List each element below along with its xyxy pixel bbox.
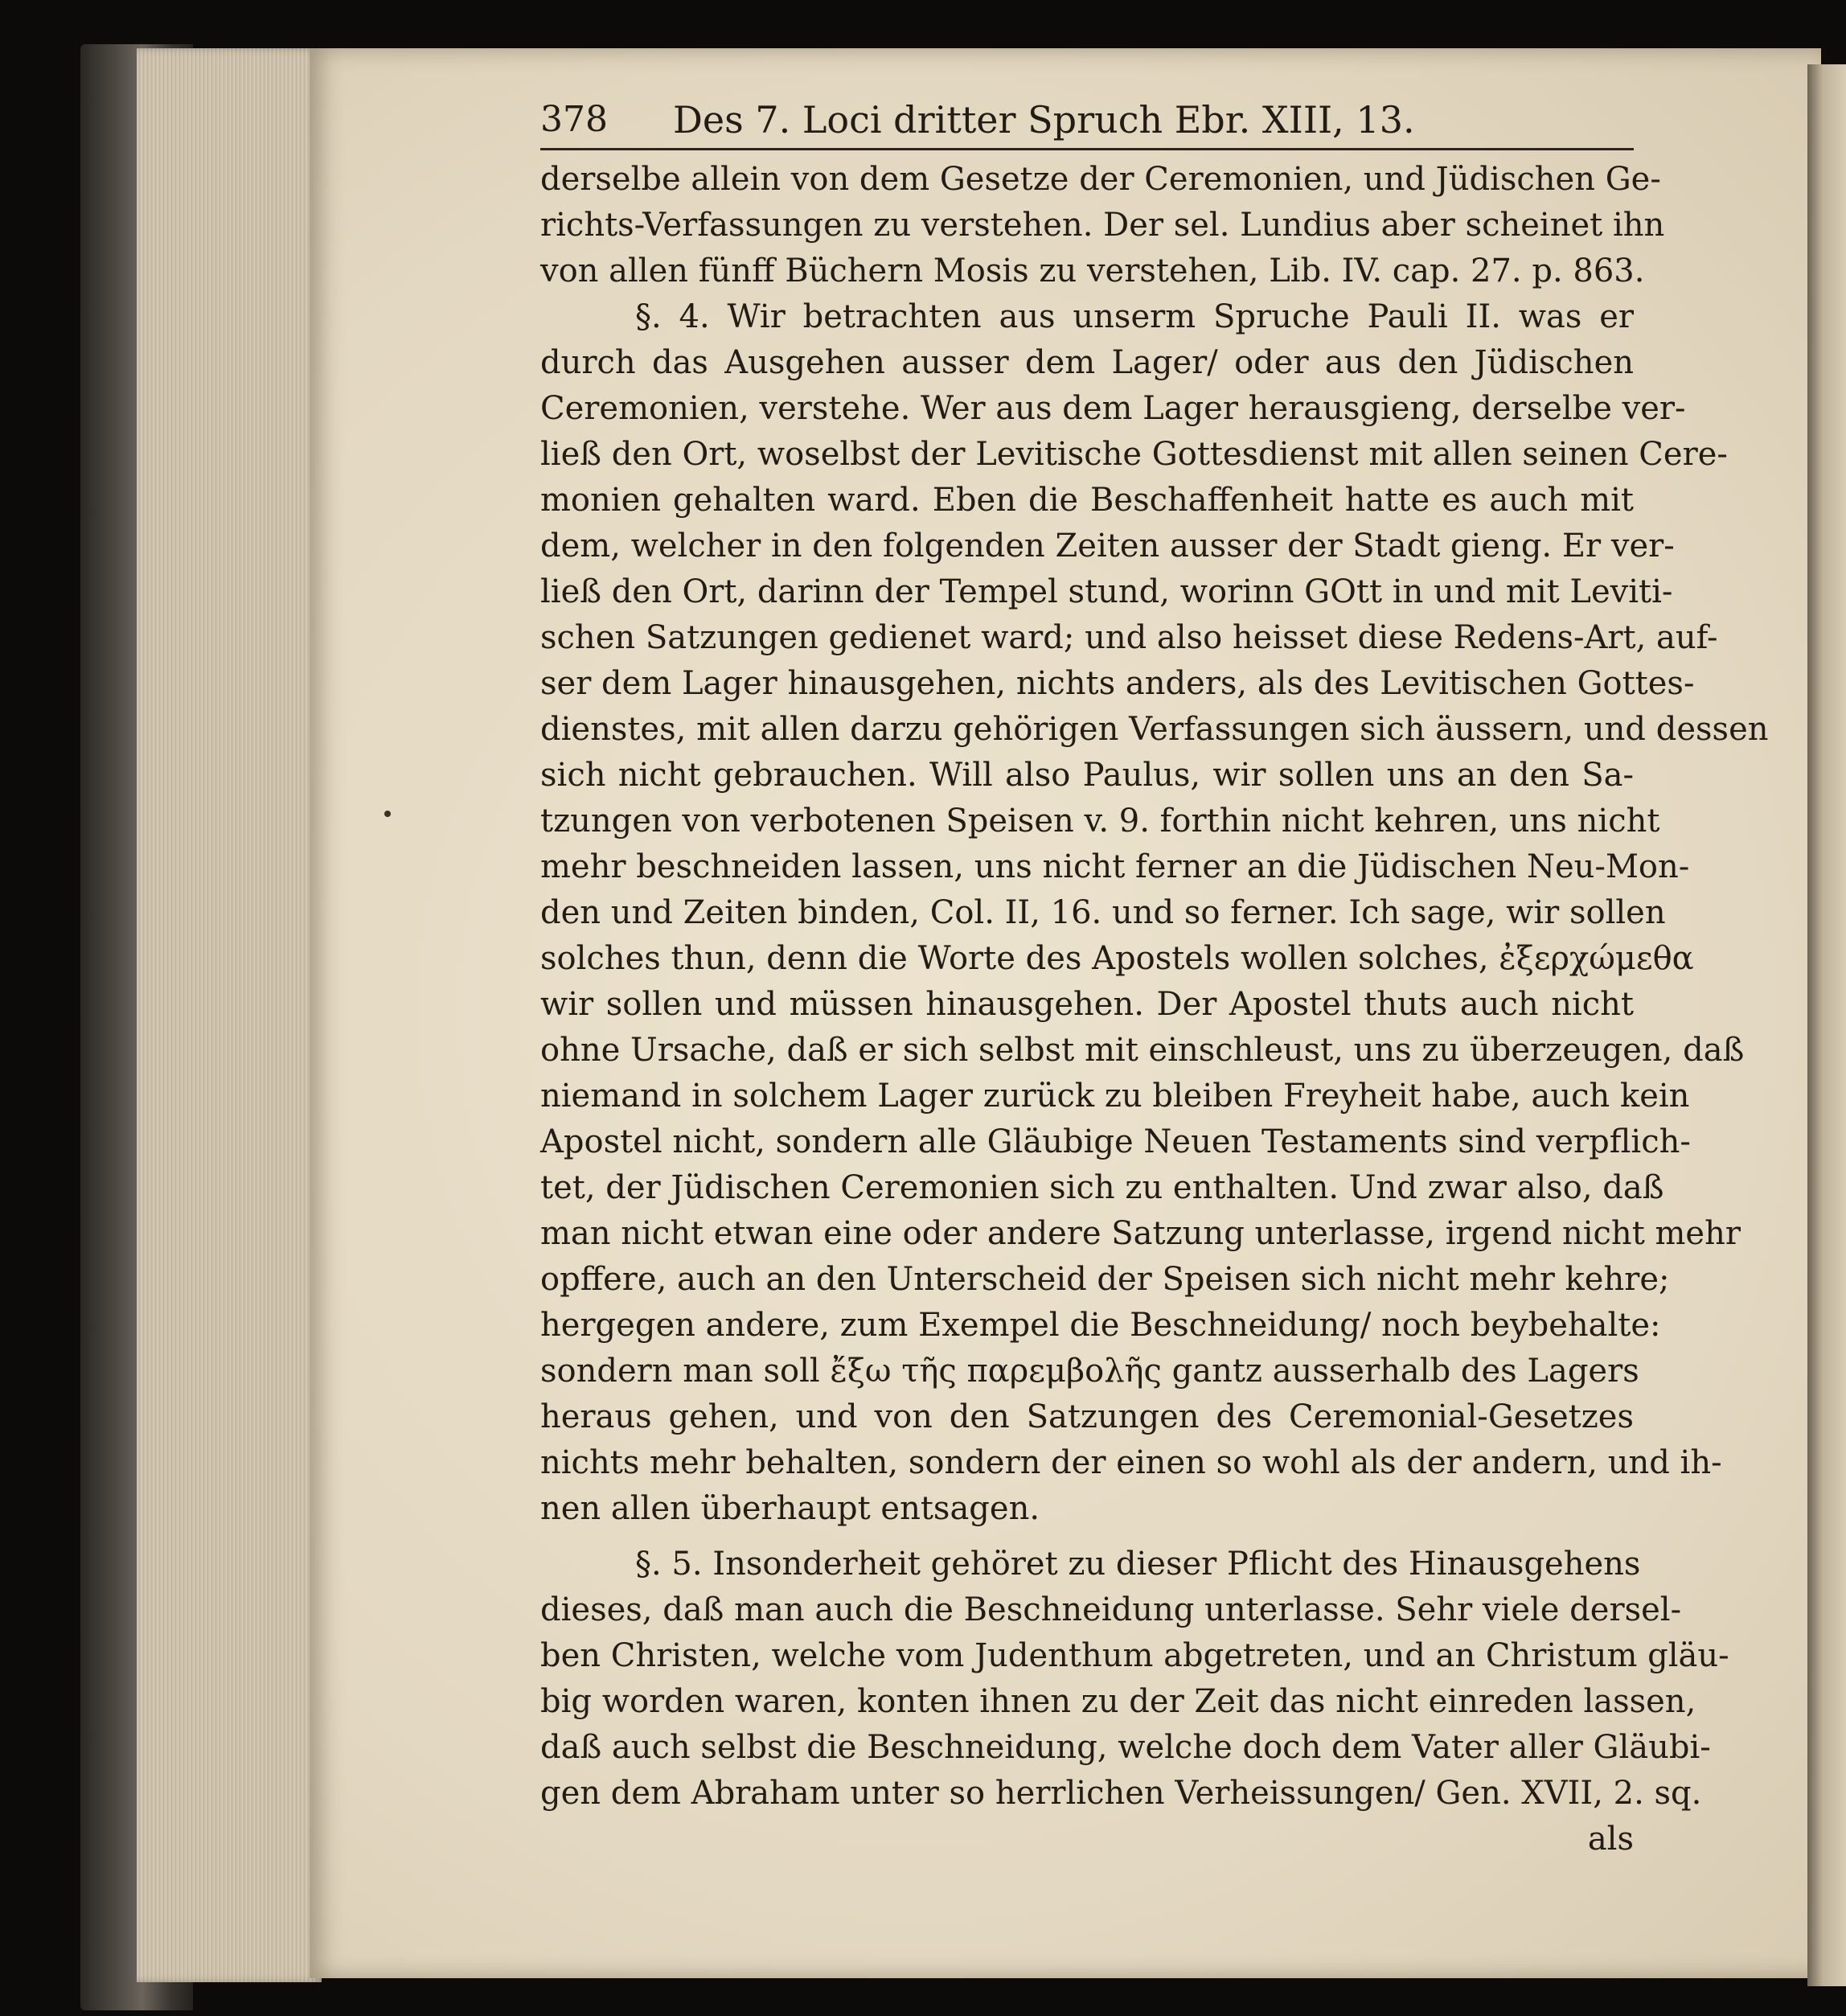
text-line: man nicht etwan eine oder andere Satzung unterlasse, irgend nicht mehr <box>540 1215 1741 1252</box>
text-line: sondern man soll ἔξω τῆς παρεμβολῆς gantz ausserhalb des Lagers <box>540 1353 1639 1390</box>
text-line: §. 5. Insonderheit gehöret zu dieser Pflicht des Hinausgehens <box>635 1546 1641 1583</box>
text-line: ohne Ursache, daß er sich selbst mit einschleust, uns zu überzeugen, daß <box>540 1032 1745 1069</box>
page-edges <box>137 48 322 1982</box>
text-line: niemand in solchem Lager zurück zu bleiben Freyheit habe, auch kein <box>540 1078 1690 1115</box>
text-line: sich nicht gebrauchen. Will also Paulus, wir sollen uns an den Sa- <box>540 757 1634 794</box>
text-line: schen Satzungen gedienet ward; und also heisset diese Redens-Art, auf- <box>540 619 1718 656</box>
text-line: ließ den Ort, darinn der Tempel stund, worinn GOtt in und mit Leviti- <box>540 573 1673 610</box>
text-line: Apostel nicht, sondern alle Gläubige Neuen Testaments sind verpflich- <box>540 1123 1691 1160</box>
text-line: nen allen überhaupt entsagen. <box>540 1490 1040 1527</box>
text-line: ser dem Lager hinausgehen, nichts anders, als des Levitischen Gottes- <box>540 665 1695 702</box>
text-line: derselbe allein von dem Gesetze der Ceremonien, und Jüdischen Ge- <box>540 161 1661 198</box>
text-line: ben Christen, welche vom Judenthum abgetreten, und an Christum gläu- <box>540 1637 1729 1674</box>
catchword: als <box>1587 1821 1634 1858</box>
text-line: mehr beschneiden lassen, uns nicht ferner an die Jüdischen Neu-Mon- <box>540 848 1690 885</box>
text-line: §. 4. Wir betrachten aus unserm Spruche Pauli II. was er <box>635 298 1634 335</box>
text-line: ließ den Ort, woselbst der Levitische Gottesdienst mit allen seinen Cere- <box>540 436 1728 473</box>
page-header <box>540 96 1634 143</box>
text-line: heraus gehen, und von den Satzungen des Ceremonial-Gesetzes <box>540 1398 1634 1435</box>
text-line: wir sollen und müssen hinausgehen. Der Apostel thuts auch nicht <box>540 986 1634 1023</box>
page-text-block <box>540 96 1769 1862</box>
text-line: solches thun, denn die Worte des Apostels wollen solches, ἐξερχώμεθα <box>540 940 1694 977</box>
text-line: richts-Verfassungen zu verstehen. Der sel. Lundius aber scheinet ihn <box>540 207 1665 244</box>
text-line: monien gehalten ward. Eben die Beschaffenheit hatte es auch mit <box>540 482 1634 519</box>
page-number: 378 <box>540 99 608 140</box>
text-line: durch das Ausgehen ausser dem Lager/ oder aus den Jüdischen <box>540 344 1634 381</box>
running-head: Des 7. Loci dritter Spruch Ebr. XIII, 13. <box>673 98 1415 142</box>
text-line: den und Zeiten binden, Col. II, 16. und so ferner. Ich sage, wir sollen <box>540 894 1666 931</box>
text-line: dem, welcher in den folgenden Zeiten ausser der Stadt gieng. Er ver- <box>540 528 1675 565</box>
text-line: tet, der Jüdischen Ceremonien sich zu enthalten. Und zwar also, daß <box>540 1169 1664 1206</box>
facing-page-edge <box>1807 64 1846 1986</box>
text-line: gen dem Abraham unter so herrlichen Verheissungen/ Gen. XVII, 2. sq. <box>540 1775 1702 1812</box>
text-line: von allen fünff Büchern Mosis zu verstehen, Lib. IV. cap. 27. p. 863. <box>540 253 1645 289</box>
text-line: nichts mehr behalten, sondern der einen so wohl als der andern, und ih- <box>540 1444 1722 1481</box>
text-line: tzungen von verbotenen Speisen v. 9. forthin nicht kehren, uns nicht <box>540 803 1660 840</box>
text-line: big worden waren, konten ihnen zu der Zeit das nicht einreden lassen, <box>540 1683 1696 1720</box>
text-line: dienstes, mit allen darzu gehörigen Verfassungen sich äussern, und dessen <box>540 711 1769 748</box>
text-line: daß auch selbst die Beschneidung, welche doch dem Vater aller Gläubi- <box>540 1729 1711 1766</box>
text-line: Ceremonien, verstehe. Wer aus dem Lager herausgieng, derselbe ver- <box>540 390 1686 427</box>
header-rule <box>540 148 1634 150</box>
text-line: opffere, auch an den Unterscheid der Speisen sich nicht mehr kehre; <box>540 1261 1670 1298</box>
margin-mark <box>384 811 391 817</box>
text-line: dieses, daß man auch die Beschneidung unterlasse. Sehr viele dersel- <box>540 1591 1682 1628</box>
text-line: hergegen andere, zum Exempel die Beschneidung/ noch beybehalte: <box>540 1307 1661 1344</box>
